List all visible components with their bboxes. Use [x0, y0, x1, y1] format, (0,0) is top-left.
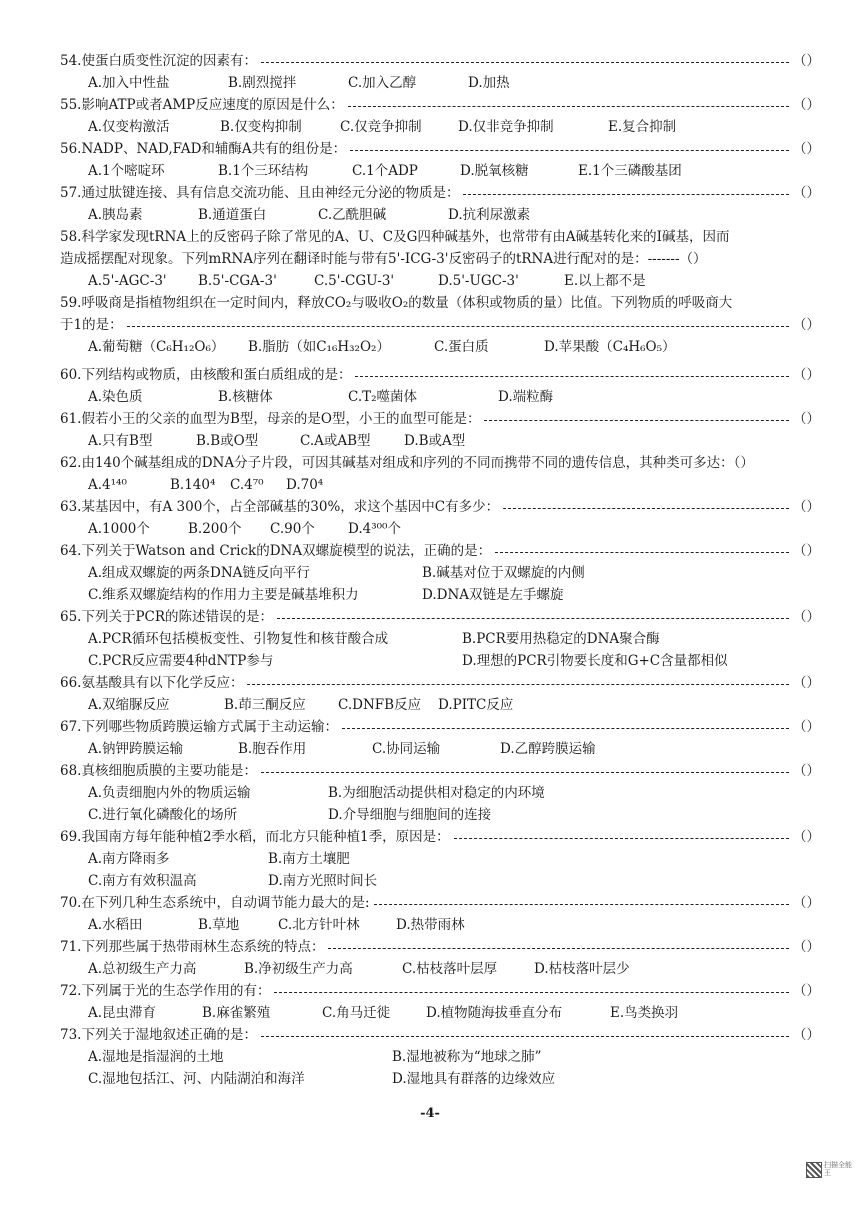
option-d[interactable]: D.介导细胞与细胞间的连接	[328, 807, 492, 823]
question-69	[60, 826, 820, 892]
question-61	[60, 408, 820, 452]
option-d[interactable]: D.南方光照时间长	[268, 873, 378, 889]
option-c[interactable]: C.90个	[270, 521, 315, 537]
option-a[interactable]: A.昆虫滞育	[88, 1005, 157, 1021]
option-a[interactable]: A.1个嘧啶环	[88, 163, 165, 179]
question-stem	[60, 606, 820, 628]
scanner-watermark: 扫描全能王	[824, 1161, 852, 1177]
option-a[interactable]: A.湿地是指湿润的土地	[88, 1049, 224, 1065]
option-d[interactable]: D.4³⁰⁰个	[348, 521, 401, 537]
question-60	[60, 364, 820, 408]
options-row	[60, 518, 820, 540]
options-row	[60, 562, 820, 584]
option-c[interactable]: C.1个ADP	[352, 163, 418, 179]
option-b[interactable]: B.为细胞活动提供相对稳定的内环境	[328, 785, 545, 801]
options-row	[60, 804, 820, 826]
question-56	[60, 138, 820, 182]
option-d[interactable]: D.5'-UGC-3'	[438, 273, 519, 289]
answer-leader	[277, 618, 789, 619]
stem-text: 68.真核细胞质膜的主要功能是：	[60, 763, 257, 779]
stem-text: 65.下列关于PCR的陈述错误的是：	[60, 609, 274, 625]
option-b[interactable]: B.B或O型	[196, 433, 259, 449]
question-55	[60, 94, 820, 138]
question-stem	[60, 364, 820, 386]
option-d[interactable]: D.枯枝落叶层少	[534, 961, 630, 977]
options-row	[60, 738, 820, 760]
answer-blank[interactable]: （）	[793, 983, 820, 999]
options-row	[60, 386, 820, 408]
question-stem	[60, 892, 820, 914]
option-a[interactable]: A.只有B型	[88, 433, 153, 449]
question-58	[60, 226, 820, 292]
option-a[interactable]: A.1000个	[88, 521, 150, 537]
question-71	[60, 936, 820, 980]
options-row	[60, 782, 820, 804]
answer-blank[interactable]: （）	[793, 1027, 820, 1043]
answer-leader	[274, 992, 789, 993]
option-d[interactable]: D.植物随海拔垂直分布	[426, 1005, 563, 1021]
option-b[interactable]: B.南方土壤肥	[268, 851, 350, 867]
question-57	[60, 182, 820, 226]
option-d[interactable]: D.加热	[468, 75, 510, 91]
option-d[interactable]: D.DNA双链是左手螺旋	[422, 587, 564, 603]
option-a[interactable]: A.组成双螺旋的两条DNA链反向平行	[88, 565, 310, 581]
option-c[interactable]: C.DNFB反应	[338, 697, 422, 713]
option-b[interactable]: B.通道蛋白	[198, 207, 267, 223]
stem-text: 54.使蛋白质变性沉淀的因素有：	[60, 53, 257, 69]
scanner-qr-icon	[806, 1162, 822, 1178]
stem-text: 73.下列关于湿地叙述正确的是：	[60, 1027, 257, 1043]
option-c[interactable]: C.协同运输	[372, 741, 441, 757]
question-63	[60, 496, 820, 540]
option-e[interactable]: E.以上都不是	[564, 273, 646, 289]
page-number: -4-	[420, 1106, 440, 1121]
option-d[interactable]: D.热带雨林	[396, 917, 465, 933]
question-62	[60, 452, 820, 496]
option-a[interactable]: A.加入中性盐	[88, 75, 170, 91]
option-a[interactable]: A.仅变构激活	[88, 119, 170, 135]
question-stem	[60, 182, 820, 204]
stem-text: 70.在下列几种生态系统中，自动调节能力最大的是:	[60, 895, 370, 911]
question-stem	[60, 826, 820, 848]
option-c[interactable]: C.进行氧化磷酸化的场所	[88, 807, 238, 823]
stem-text: 71.下列那些属于热带雨林生态系统的特点：	[60, 939, 325, 955]
stem-text: 72.下列属于光的生态学作用的有：	[60, 983, 271, 999]
option-b[interactable]: B.1个三环结构	[218, 163, 309, 179]
answer-leader	[374, 904, 789, 905]
question-stem	[60, 314, 820, 336]
answer-blank[interactable]: （）	[793, 317, 820, 333]
option-b[interactable]: B.胞吞作用	[238, 741, 307, 757]
option-c[interactable]: C.T₂噬菌体	[348, 389, 418, 405]
answer-leader	[484, 420, 789, 421]
answer-leader	[247, 684, 789, 685]
option-b[interactable]: B.5'-CGA-3'	[198, 273, 277, 289]
question-70	[60, 892, 820, 936]
option-c[interactable]: C.加入乙醇	[348, 75, 417, 91]
answer-blank[interactable]: （）	[793, 543, 820, 559]
question-72	[60, 980, 820, 1024]
answer-blank[interactable]: （）	[793, 719, 820, 735]
question-68	[60, 760, 820, 826]
question-stem	[60, 138, 820, 160]
stem-text: 61.假若小王的父亲的血型为B型，母亲的是O型，小王的血型可能是：	[60, 411, 481, 427]
option-d[interactable]: D.端粒酶	[498, 389, 554, 405]
answer-leader	[454, 838, 789, 839]
answer-leader	[348, 106, 789, 107]
options-row	[60, 160, 820, 182]
stem-text: 64.下列关于Watson and Crick的DNA双螺旋模型的说法，正确的是：	[60, 543, 492, 559]
option-c[interactable]: C.角马迁徙	[322, 1005, 391, 1021]
option-b[interactable]: B.净初级生产力高	[244, 961, 353, 977]
options-row	[60, 270, 820, 292]
question-stem	[60, 408, 820, 430]
option-a[interactable]: A.染色质	[88, 389, 143, 405]
options-row	[60, 628, 820, 650]
option-d[interactable]: D.乙醇跨膜运输	[500, 741, 596, 757]
option-a[interactable]: A.5'-AGC-3'	[88, 273, 167, 289]
option-b[interactable]: B.碱基对位于双螺旋的内侧	[422, 565, 585, 581]
stem-text: 62.由140个碱基组成的DNA分子片段，可因其碱基对组成和序列的不同而携带不同的遗传信息，其种类可多达：（）	[60, 455, 754, 471]
options-row	[60, 72, 820, 94]
option-c[interactable]: C.PCR反应需要4种dNTP参与	[88, 653, 274, 669]
option-d[interactable]: D.B或A型	[404, 433, 466, 449]
question-stem	[60, 94, 820, 116]
option-c[interactable]: C.乙酰胆碱	[318, 207, 387, 223]
stem-text: 59.呼吸商是指植物组织在一定时间内，释放CO₂与吸收O₂的数量（体积或物质的量）比值。下列物质的呼吸商大	[60, 295, 733, 311]
question-66	[60, 672, 820, 716]
option-a[interactable]: A.水稻田	[88, 917, 143, 933]
answer-blank[interactable]: （）	[793, 829, 820, 845]
question-59	[60, 292, 820, 358]
options-row	[60, 474, 820, 496]
options-row	[60, 958, 820, 980]
answer-leader	[127, 326, 789, 327]
stem-text: 58.科学家发现tRNA上的反密码子除了常见的A、U、C及G四种碱基外，也常带有由A碱基转化来的I碱基，因而	[60, 229, 730, 245]
options-row	[60, 336, 820, 358]
option-a[interactable]: A.负责细胞内外的物质运输	[88, 785, 251, 801]
question-stem	[60, 716, 820, 738]
option-c[interactable]: C.蛋白质	[434, 339, 489, 355]
option-c[interactable]: C.4⁷⁰	[230, 477, 264, 493]
question-stem	[60, 672, 820, 694]
answer-blank[interactable]: （）	[793, 185, 820, 201]
answer-blank[interactable]: （）	[793, 609, 820, 625]
stem-text: 67.下列哪些物质跨膜运输方式属于主动运输：	[60, 719, 338, 735]
options-row	[60, 1002, 820, 1024]
option-d[interactable]: D.脱氧核糖	[460, 163, 529, 179]
option-c[interactable]: C.南方有效积温高	[88, 873, 197, 889]
answer-blank[interactable]: （）	[793, 939, 820, 955]
question-stem	[60, 1024, 820, 1046]
option-e[interactable]: E.1个三磷酸基团	[578, 163, 682, 179]
question-stem	[60, 760, 820, 782]
options-row	[60, 694, 820, 716]
stem-text: 56.NADP、NAD,FAD和辅酶A共有的组份是：	[60, 141, 347, 157]
question-73	[60, 1024, 820, 1090]
options-row	[60, 914, 820, 936]
option-a[interactable]: A.双缩脲反应	[88, 697, 170, 713]
options-row	[60, 650, 820, 672]
question-54	[60, 50, 820, 94]
stem-text: 66.氨基酸具有以下化学反应：	[60, 675, 244, 691]
answer-leader	[328, 948, 789, 949]
stem-text: 55.影响ATP或者AMP反应速度的原因是什么：	[60, 97, 344, 113]
options-row	[60, 116, 820, 138]
option-c[interactable]: C.湿地包括江、河、内陆湖泊和海洋	[88, 1071, 305, 1087]
option-a[interactable]: A.葡萄糖（C₆H₁₂O₆）	[88, 339, 225, 355]
answer-leader	[261, 772, 789, 773]
answer-blank[interactable]: （）	[793, 675, 820, 691]
answer-blank[interactable]: （）	[793, 367, 820, 383]
answer-blank[interactable]: （）	[793, 895, 820, 911]
options-row	[60, 870, 820, 892]
question-stem	[60, 496, 820, 518]
question-67	[60, 716, 820, 760]
options-row	[60, 1068, 820, 1090]
answer-blank[interactable]: （）	[793, 763, 820, 779]
option-d[interactable]: D.仅非竞争抑制	[458, 119, 554, 135]
question-65	[60, 606, 820, 672]
option-b[interactable]: B.麻雀繁殖	[202, 1005, 271, 1021]
option-c[interactable]: C.仅竞争抑制	[340, 119, 422, 135]
answer-leader	[261, 1036, 789, 1037]
answer-leader	[342, 728, 789, 729]
answer-leader	[350, 150, 789, 151]
option-b[interactable]: B.核糖体	[218, 389, 273, 405]
option-a[interactable]: A.钠钾跨膜运输	[88, 741, 184, 757]
option-b[interactable]: B.200个	[188, 521, 242, 537]
options-row	[60, 584, 820, 606]
options-row	[60, 1046, 820, 1068]
answer-blank[interactable]: （）	[793, 411, 820, 427]
option-d[interactable]: D.70⁴	[286, 477, 324, 493]
option-d[interactable]: D.湿地具有群落的边缘效应	[392, 1071, 556, 1087]
option-c[interactable]: C.A或AB型	[300, 433, 371, 449]
option-d[interactable]: D.抗利尿激素	[448, 207, 531, 223]
answer-leader	[495, 552, 789, 553]
option-d[interactable]: D.理想的PCR引物要长度和G+C含量都相似	[462, 653, 728, 669]
option-b[interactable]: B.茚三酮反应	[224, 697, 306, 713]
option-e[interactable]: E.鸟类换羽	[610, 1005, 679, 1021]
answer-leader	[355, 376, 789, 377]
options-row	[60, 430, 820, 452]
option-d[interactable]: D.PITC反应	[438, 697, 514, 713]
option-b[interactable]: B.PCR要用热稳定的DNA聚合酶	[462, 631, 660, 647]
stem-text: 57.通过肽键连接、具有信息交流功能、且由神经元分泌的物质是：	[60, 185, 460, 201]
question-stem	[60, 936, 820, 958]
option-e[interactable]: E.复合抑制	[608, 119, 677, 135]
stem-text-line2: 造成摇摆配对现象。下列mRNA序列在翻译时能与带有5'-ICG-3'反密码子的tRNA进行配对的是：-------（）	[60, 251, 707, 267]
option-b[interactable]: B.剧烈搅拌	[228, 75, 297, 91]
question-64	[60, 540, 820, 606]
option-b[interactable]: B.脂肪（如C₁₆H₃₂O₂）	[248, 339, 390, 355]
answer-leader	[463, 194, 789, 195]
options-row	[60, 848, 820, 870]
answer-blank[interactable]: （）	[793, 53, 820, 69]
stem-text: 60.下列结构或物质，由核酸和蛋白质组成的是：	[60, 367, 352, 383]
question-stem	[60, 540, 820, 562]
answer-blank[interactable]: （）	[793, 97, 820, 113]
stem-text: 63.某基因中，有A 300个，占全部碱基的30%，求这个基因中C有多少：	[60, 499, 500, 515]
answer-blank[interactable]: （）	[793, 141, 820, 157]
options-row	[60, 204, 820, 226]
option-a[interactable]: A.南方降雨多	[88, 851, 170, 867]
option-c[interactable]: C.维系双螺旋结构的作用力主要是碱基堆积力	[88, 587, 359, 603]
stem-text-line2: 于1的是：	[60, 317, 123, 333]
stem-text: 69.我国南方每年能种植2季水稻，而北方只能种植1季，原因是：	[60, 829, 450, 845]
answer-blank[interactable]: （）	[793, 499, 820, 515]
question-stem	[60, 50, 820, 72]
option-c[interactable]: C.5'-CGU-3'	[314, 273, 395, 289]
option-d[interactable]: D.苹果酸（C₄H₆O₅）	[544, 339, 676, 355]
option-b[interactable]: B.草地	[198, 917, 240, 933]
option-b[interactable]: B.140⁴	[170, 477, 216, 493]
option-a[interactable]: A.胰岛素	[88, 207, 143, 223]
option-a[interactable]: A.PCR循环包括模板变性、引物复性和核苷酸合成	[88, 631, 389, 647]
answer-leader	[261, 62, 789, 63]
option-a[interactable]: A.总初级生产力高	[88, 961, 197, 977]
option-b[interactable]: B.湿地被称为“地球之肺”	[392, 1049, 542, 1065]
option-c[interactable]: C.北方针叶林	[278, 917, 360, 933]
option-a[interactable]: A.4¹⁴⁰	[88, 477, 127, 493]
option-c[interactable]: C.枯枝落叶层厚	[402, 961, 498, 977]
question-stem	[60, 980, 820, 1002]
option-b[interactable]: B.仅变构抑制	[220, 119, 302, 135]
answer-leader	[503, 508, 789, 509]
